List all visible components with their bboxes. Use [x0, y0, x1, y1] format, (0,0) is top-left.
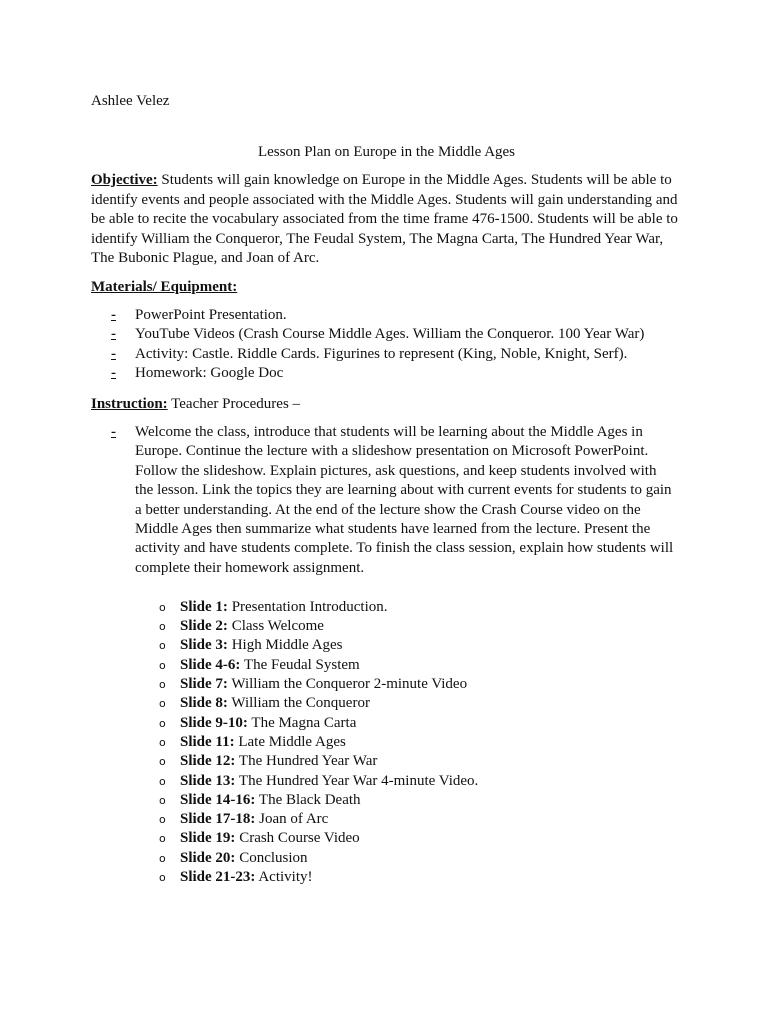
- author-name: Ashlee Velez: [91, 93, 170, 109]
- circle-bullet: o: [159, 851, 166, 865]
- slide-text: The Hundred Year War 4-minute Video.: [235, 772, 479, 789]
- objective-label: Objective:: [91, 172, 158, 188]
- slide-label: Slide 17-18:: [180, 811, 256, 828]
- list-item: [91, 598, 678, 617]
- slide-text: The Magna Carta: [247, 714, 357, 731]
- slide-label: Slide 21-23:: [180, 869, 256, 886]
- list-item: [91, 423, 678, 578]
- circle-bullet: o: [159, 658, 166, 672]
- instruction-text: Teacher Procedures –: [167, 395, 301, 412]
- slide-label: Slide 12:: [180, 753, 236, 770]
- slide-text: The Black Death: [255, 791, 361, 808]
- circle-bullet: o: [159, 813, 166, 827]
- list-item: [91, 694, 678, 713]
- slide-text: William the Conqueror 2-minute Video: [227, 676, 468, 693]
- materials-item-text: PowerPoint Presentation.: [135, 307, 287, 323]
- dash-bullet: -: [111, 345, 116, 362]
- slide-text: High Middle Ages: [227, 637, 343, 654]
- slide-text: The Feudal System: [240, 656, 360, 673]
- slide-text: Conclusion: [235, 849, 308, 866]
- slide-label: Slide 7:: [180, 676, 228, 693]
- slide-text: Joan of Arc: [255, 811, 329, 828]
- instruction-label: Instruction:: [91, 395, 168, 412]
- circle-bullet: o: [159, 735, 166, 749]
- materials-list: [91, 306, 678, 384]
- slide-label: Slide 20:: [180, 849, 236, 866]
- dash-bullet: -: [111, 424, 116, 441]
- list-item: [91, 364, 678, 383]
- slide-label: Slide 1:: [180, 598, 228, 615]
- dash-bullet: -: [111, 365, 116, 382]
- slide-label: Slide 3:: [180, 637, 228, 654]
- list-item: [91, 325, 678, 344]
- slide-text: The Hundred Year War: [235, 753, 378, 770]
- list-item: [91, 810, 678, 829]
- list-item: [91, 656, 678, 675]
- circle-bullet: o: [159, 697, 166, 711]
- list-item: [91, 306, 678, 325]
- list-item: [91, 868, 678, 887]
- list-item: [91, 733, 678, 752]
- slide-label: Slide 13:: [180, 772, 236, 789]
- slide-text: William the Conqueror: [227, 695, 370, 712]
- instruction-heading: [91, 395, 678, 415]
- document-title: Lesson Plan on Europe in the Middle Ages: [257, 144, 516, 160]
- materials-item-text: Homework: Google Doc: [135, 365, 284, 382]
- list-item: [91, 849, 678, 868]
- list-item: [91, 617, 678, 636]
- list-item: [91, 714, 678, 733]
- materials-label: Materials/ Equipment:: [91, 278, 238, 295]
- list-item: [91, 636, 678, 655]
- slide-label: Slide 9-10:: [180, 714, 248, 731]
- circle-bullet: o: [159, 620, 166, 634]
- procedure-text: Welcome the class, introduce that students will be learning about the Middle Ages in Europe. Continue the lecture with a slideshow presentation on Microsoft PowerPoint. Follow the slideshow. Explain pictures, ask questions, and keep students involved with the lesson. Link the topics they are learning about with current events for students to gain a better understanding. At the end of the lecture show the Crash Course video on the Middle Ages then summarize what students have learned from the lecture. Present the activity and have students complete. To finish the class session, explain how students will complete their homework assignment.: [135, 424, 674, 576]
- materials-heading: [91, 278, 678, 298]
- slide-label: Slide 2:: [180, 618, 228, 635]
- dash-bullet: -: [111, 326, 116, 343]
- list-item: [91, 791, 678, 810]
- slide-text: Crash Course Video: [235, 830, 360, 847]
- list-item: [91, 829, 678, 848]
- circle-bullet: o: [159, 793, 166, 807]
- materials-item-text: Activity: Castle. Riddle Cards. Figurines to represent (King, Noble, Knight, Serf).: [135, 345, 628, 362]
- circle-bullet: o: [159, 871, 166, 885]
- circle-bullet: o: [159, 716, 166, 730]
- circle-bullet: o: [159, 832, 166, 846]
- slide-label: Slide 4-6:: [180, 656, 241, 673]
- slide-text: Class Welcome: [227, 618, 324, 635]
- materials-item-text: YouTube Videos (Crash Course Middle Ages. William the Conqueror. 100 Year War): [135, 326, 645, 343]
- circle-bullet: o: [159, 774, 166, 788]
- circle-bullet: o: [159, 678, 166, 692]
- slide-text: Presentation Introduction.: [227, 598, 388, 615]
- objective-section: [91, 171, 678, 269]
- procedure-list: [91, 423, 678, 578]
- list-item: [91, 345, 678, 364]
- list-item: [91, 675, 678, 694]
- list-item: [91, 772, 678, 791]
- circle-bullet: o: [159, 639, 166, 653]
- slide-text: Late Middle Ages: [234, 733, 346, 750]
- circle-bullet: o: [159, 600, 166, 614]
- dash-bullet: -: [111, 307, 116, 323]
- list-item: [91, 752, 678, 771]
- slide-text: Activity!: [255, 869, 313, 886]
- slide-label: Slide 14-16:: [180, 791, 256, 808]
- slides-list: [91, 598, 678, 887]
- slide-label: Slide 8:: [180, 695, 228, 712]
- circle-bullet: o: [159, 755, 166, 769]
- objective-text: Students will gain knowledge on Europe in the Middle Ages. Students will be able to identify events and people associated with the Middle Ages. Students will gain understanding and be able to recite the vocabulary associated from the time frame 476-1500. Students will be able to identify William the Conqueror, The Feudal System, The Magna Carta, The Hundred Year War, The Bubonic Plague, and Joan of Arc.: [91, 172, 678, 266]
- slide-label: Slide 11:: [180, 733, 235, 750]
- slide-label: Slide 19:: [180, 830, 236, 847]
